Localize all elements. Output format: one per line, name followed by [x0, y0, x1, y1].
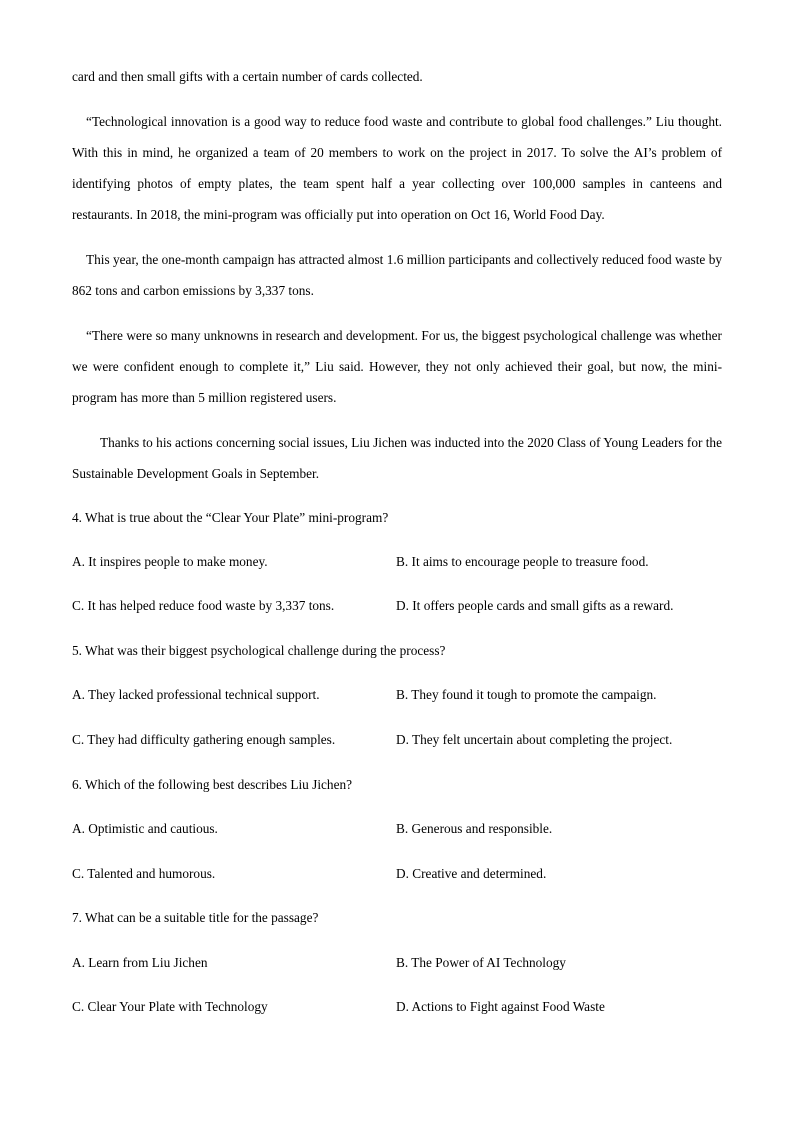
question-4-option-a[interactable]: A. It inspires people to make money. [72, 554, 268, 569]
question-5-option-c[interactable]: C. They had difficulty gathering enough samples. [72, 732, 336, 747]
passage-paragraph-1: card and then small gifts with a certain number of cards collected. [72, 69, 423, 84]
question-4-stem: 4. What is true about the “Clear Your Plate” mini-program? [72, 510, 389, 525]
question-5-option-b[interactable]: B. They found it tough to promote the campaign. [396, 687, 657, 702]
question-7-option-d[interactable]: D. Actions to Fight against Food Waste [396, 999, 605, 1014]
question-7-option-c[interactable]: C. Clear Your Plate with Technology [72, 999, 268, 1014]
question-6-option-b[interactable]: B. Generous and responsible. [396, 821, 553, 836]
question-4-option-c[interactable]: C. It has helped reduce food waste by 3,337 tons. [72, 598, 335, 613]
passage-paragraph-4: “There were so many unknowns in research and development. For us, the biggest psychological challenge was whether we were confident enough to complete it,” Liu said. However, they not only achieved their goal, but now, the mini-program has more than 5 million registered users. [72, 328, 722, 405]
question-5-stem: 5. What was their biggest psychological challenge during the process? [72, 643, 446, 658]
question-4-option-b[interactable]: B. It aims to encourage people to treasure food. [396, 554, 649, 569]
question-6-option-d[interactable]: D. Creative and determined. [396, 866, 547, 881]
passage-paragraph-2: “Technological innovation is a good way to reduce food waste and contribute to global food challenges.” Liu thought. With this in mind, he organized a team of 20 members to work on the project in 2017. To solve the AI’s problem of identifying photos of empty plates, the team spent half a year collecting over 100,000 samples in canteens and restaurants. In 2018, the mini-program was officially put into operation on Oct 16, World Food Day. [72, 114, 722, 222]
question-6-option-a[interactable]: A. Optimistic and cautious. [72, 821, 218, 836]
question-7-stem: 7. What can be a suitable title for the passage? [72, 910, 319, 925]
question-6-option-c[interactable]: C. Talented and humorous. [72, 866, 216, 881]
question-7-option-b[interactable]: B. The Power of AI Technology [396, 955, 566, 970]
passage-paragraph-5: Thanks to his actions concerning social issues, Liu Jichen was inducted into the 2020 Class of Young Leaders for the Sustainable Development Goals in September. [72, 435, 722, 481]
question-7-option-a[interactable]: A. Learn from Liu Jichen [72, 955, 208, 970]
question-5-option-a[interactable]: A. They lacked professional technical support. [72, 687, 320, 702]
question-4-option-d[interactable]: D. It offers people cards and small gifts as a reward. [396, 598, 674, 613]
question-5-option-d[interactable]: D. They felt uncertain about completing the project. [396, 732, 673, 747]
passage-paragraph-3: This year, the one-month campaign has attracted almost 1.6 million participants and collectively reduced food waste by 862 tons and carbon emissions by 3,337 tons. [72, 252, 722, 298]
question-6-stem: 6. Which of the following best describes Liu Jichen? [72, 777, 353, 792]
